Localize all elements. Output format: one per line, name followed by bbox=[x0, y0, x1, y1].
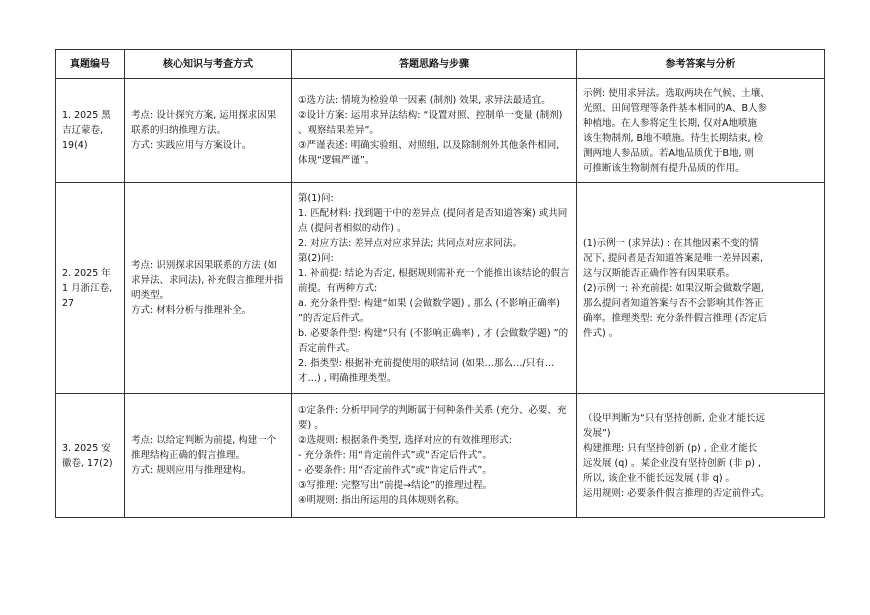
answer-line: 种植地。在人参将定生长期, 仅对A地喷施 bbox=[583, 117, 758, 129]
answer-line: （设甲判断为“只有坚持创新, 企业才能长远 bbox=[583, 412, 765, 424]
answer-line: 发展”) bbox=[583, 427, 611, 439]
steps-cell bbox=[292, 183, 577, 394]
knowledge-cell bbox=[125, 79, 292, 183]
answer-line: 示例: 使用求异法。选取两块在气候、土壤、 bbox=[583, 87, 770, 99]
exam-id-cell: 3. 2025 安徽卷, 17(2) bbox=[56, 394, 125, 518]
step-line: 1. 补前提: 结论为否定, 根据规则需补充一个能推出该结论的假言前提。有两种方式: bbox=[298, 267, 570, 294]
answer-cell bbox=[577, 79, 825, 183]
step-line: 2. 指类型: 根据补充前提使用的联结词 (如果…那么…/只有…才…) , 明确推理类型。 bbox=[298, 357, 555, 384]
step-line: 第(2)问: bbox=[298, 252, 334, 264]
knowledge-cell bbox=[125, 394, 292, 518]
knowledge-line: 考点: 以给定判断为前提, 构建一个推理结构正确的假言推理。 bbox=[131, 435, 277, 461]
table-row bbox=[56, 394, 825, 518]
step-line: ③写推理: 完整写出“前提→结论”的推理过程。 bbox=[298, 480, 493, 491]
steps-cell bbox=[292, 79, 577, 183]
step-line: 1. 匹配材料: 找到题干中的差异点 (提问者是否知道答案) 或共同点 (提问者相似的动作) 。 bbox=[298, 207, 568, 234]
header-knowledge: 核心知识与考查方式 bbox=[125, 50, 292, 79]
knowledge-line: 方式: 材料分析与推理补全。 bbox=[131, 305, 252, 316]
answer-line: 运用规则: 必要条件假言推理的否定前件式。 bbox=[583, 487, 770, 499]
step-line: - 充分条件: 用“肯定前件式”或“否定后件式”。 bbox=[298, 450, 492, 461]
answer-line: 该生物制剂, B地不喷施。待生长期结束, 检 bbox=[583, 132, 764, 144]
step-line: ①定条件: 分析甲同学的判断属于何种条件关系 (充分、必要、充要) 。 bbox=[298, 405, 567, 431]
answer-line: 件式) 。 bbox=[583, 327, 619, 339]
step-line: 第(1)问: bbox=[298, 192, 334, 204]
answer-line: (1)示例一 (求异法) : 在其他因素不变的情 bbox=[583, 237, 759, 249]
header-steps: 答题思路与步骤 bbox=[292, 50, 577, 79]
step-line: - 必要条件: 用“否定前件式”或“肯定后件式”。 bbox=[298, 465, 492, 476]
answer-line: 远发展 (q) 。某企业没有坚持创新 (非 p) , bbox=[583, 457, 762, 469]
step-line: ③严谨表述: 明确实验组、对照组, 以及除制剂外其他条件相同, 体现“逻辑严谨”。 bbox=[298, 140, 560, 166]
answer-line: 所以, 该企业不能长远发展 (非 q) 。 bbox=[583, 472, 736, 484]
answer-line: 那么提问者知道答案与否不会影响其作答正 bbox=[583, 297, 764, 309]
answer-line: 况下, 提问者是否知道答案是唯一差异因素, bbox=[583, 252, 764, 264]
header-answer: 参考答案与分析 bbox=[577, 50, 825, 79]
step-line: b. 必要条件型: 构建“只有 (不影响正确率) , 才 (会做数学题) ”的否定前件式。 bbox=[298, 327, 569, 354]
answer-line: 光照、田间管理等条件基本相同的A、B人参 bbox=[583, 102, 768, 114]
step-line: ②设计方案: 运用求异法结构: “设置对照、控制单一变量 (制剂) 、观察结果差异”。 bbox=[298, 110, 563, 136]
table-row bbox=[56, 183, 825, 394]
answer-line: 构建推理: 只有坚持创新 (p) , 企业才能长 bbox=[583, 442, 758, 454]
exam-id-cell: 1. 2025 黑吉辽蒙卷, 19(4) bbox=[56, 79, 125, 183]
step-line: a. 充分条件型: 构建“如果 (会做数学题) , 那么 (不影响正确率) ”的否定后件式。 bbox=[298, 297, 560, 324]
knowledge-line: 考点: 识别探求因果联系的方法 (如求异法、求同法), 补充假言推理并指明类型。 bbox=[131, 260, 284, 301]
answer-line: (2)示例一: 补充前提: 如果汉斯会做数学题, bbox=[583, 282, 764, 294]
answer-line: 这与汉斯能否正确作答有因果联系。 bbox=[583, 267, 736, 279]
knowledge-line: 方式: 实践应用与方案设计。 bbox=[131, 140, 252, 151]
answer-cell bbox=[577, 394, 825, 518]
knowledge-cell bbox=[125, 183, 292, 394]
answer-line: 测两地人参品质。若A地品质优于B地, 则 bbox=[583, 147, 755, 159]
steps-cell bbox=[292, 394, 577, 518]
answer-line: 确率。推理类型: 充分条件假言推理 (否定后 bbox=[583, 312, 767, 324]
step-line: ④明规则: 指出所运用的具体规则名称。 bbox=[298, 495, 465, 506]
answer-cell bbox=[577, 183, 825, 394]
table-row bbox=[56, 79, 825, 183]
step-line: ①选方法: 情境为检验单一因素 (制剂) 效果, 求异法最适宜。 bbox=[298, 95, 551, 106]
knowledge-line: 考点: 设计探究方案, 运用探求因果联系的归纳推理方法。 bbox=[131, 110, 277, 136]
header-exam-id: 真题编号 bbox=[56, 50, 125, 79]
knowledge-line: 方式: 规则应用与推理建构。 bbox=[131, 465, 252, 476]
step-line: ②选规则: 根据条件类型, 选择对应的有效推理形式: bbox=[298, 435, 512, 446]
step-line: 2. 对应方法: 差异点对应求异法; 共同点对应求同法。 bbox=[298, 237, 523, 249]
answer-line: 可推断该生物制剂有提升品质的作用。 bbox=[583, 162, 745, 174]
header-row bbox=[56, 50, 825, 79]
exam-analysis-table bbox=[55, 49, 825, 518]
exam-id-cell: 2. 2025 年 1 月浙江卷, 27 bbox=[56, 183, 125, 394]
